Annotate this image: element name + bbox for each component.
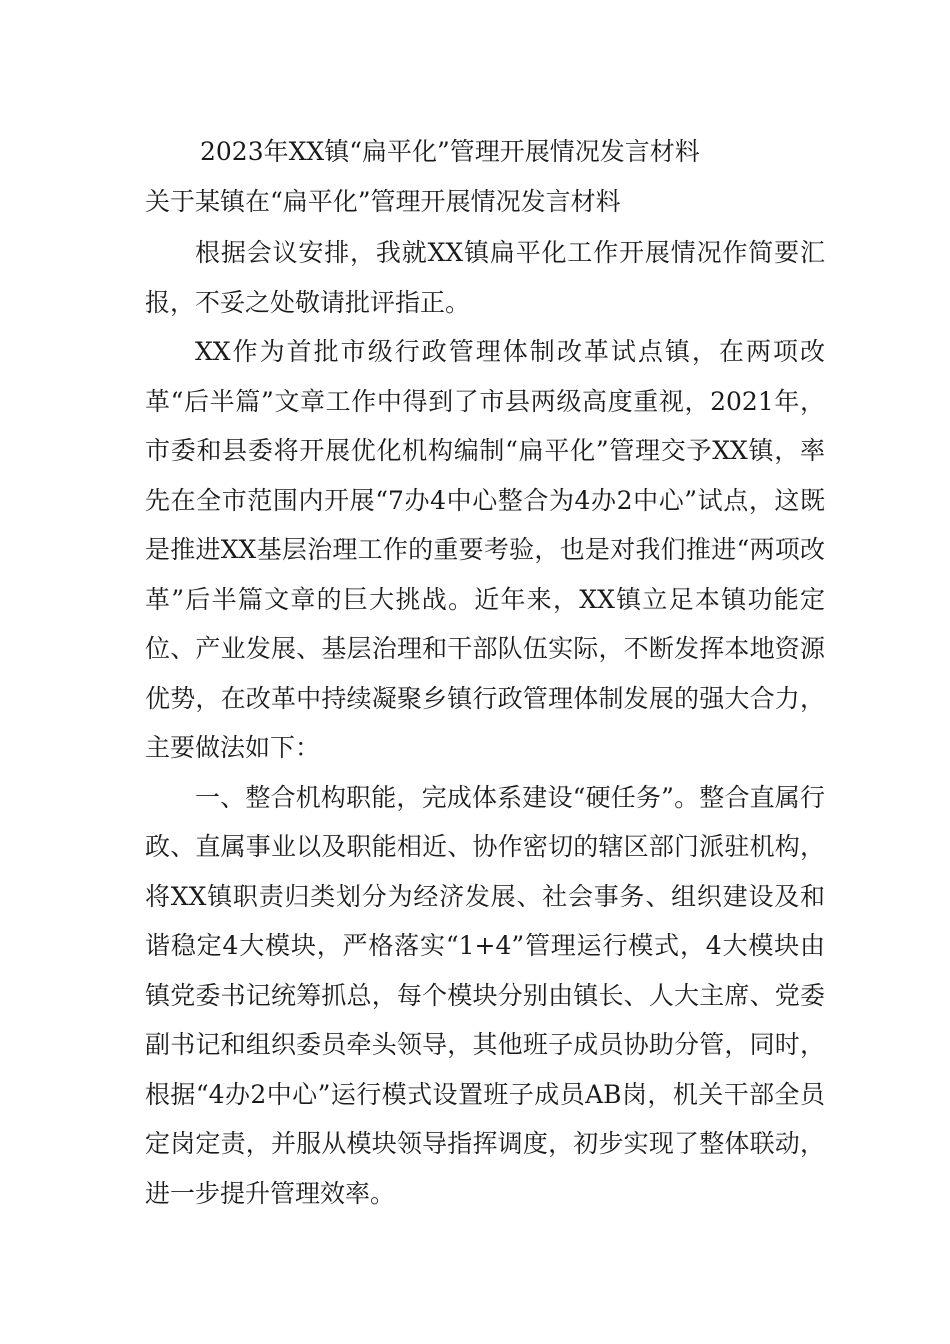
- paragraph-section-one: 一、整合机构职能，完成体系建设“硬任务”。整合直属行政、直属事业以及职能相近、协作密切的辖区部门派驻机构，将XX镇职责归类划分为经济发展、社会事务、组织建设及和谐稳定4大模块，严格落实“1+4”管理运行模式，4大模块由镇党委书记统筹抓总，每个模块分别由镇长、人大主席、党委副书记和组织委员牵头领导，其他班子成员协助分管，同时，根据“4办2中心”运行模式设置班子成员AB岗，机关干部全员定岗定责，并服从模块领导指挥调度，初步实现了整体联动，进一步提升管理效率。: [145, 782, 825, 1208]
- document-title: 2023年XX镇“扁平化”管理开展情况发言材料: [200, 137, 700, 166]
- paragraph-background: XX作为首批市级行政管理体制改革试点镇，在两项改革“后半篇”文章工作中得到了市县两级高度重视，2021年，市委和县委将开展优化机构编制“扁平化”管理交予XX镇，率先在全市范围内开展“7办4中心整合为4办2中心”试点，这既是推进XX基层治理工作的重要考验，也是对我们推进“两项改革”后半篇文章的巨大挑战。近年来，XX镇立足本镇功能定位、产业发展、基层治理和干部队伍实际，不断发挥本地资源优势，在改革中持续凝聚乡镇行政管理体制发展的强大合力，主要做法如下：: [145, 337, 825, 762]
- document-subtitle: 关于某镇在“扁平化”管理开展情况发言材料: [145, 187, 621, 216]
- document-body: [145, 228, 825, 1218]
- paragraph-intro: 根据会议安排，我就XX镇扁平化工作开展情况作简要汇报，不妥之处敬请批评指正。: [145, 238, 825, 317]
